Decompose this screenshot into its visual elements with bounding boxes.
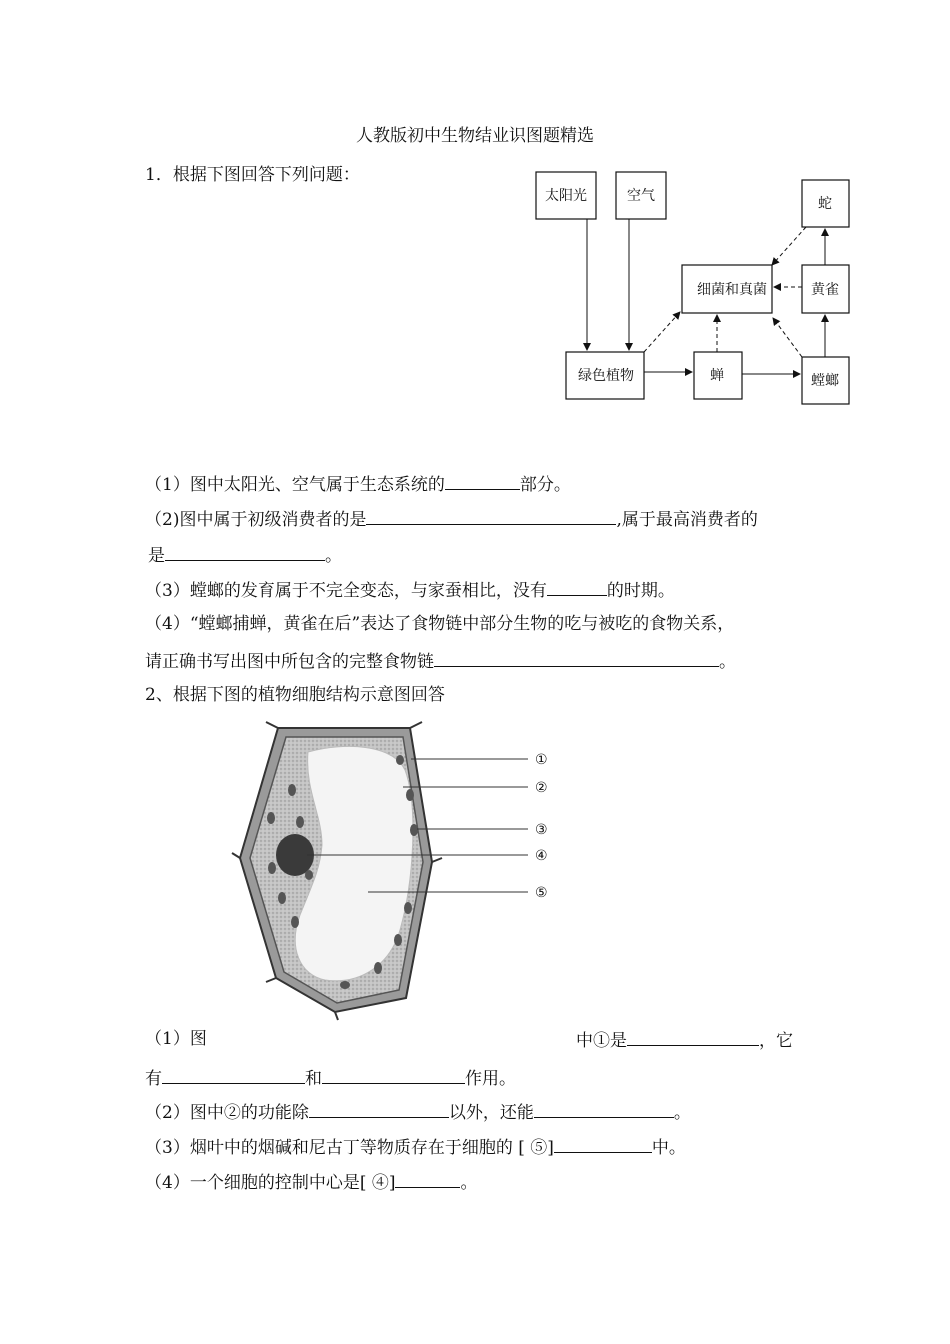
q2-sub1-start: （1）图	[145, 1029, 207, 1049]
chloroplast	[268, 862, 276, 874]
answer-blank[interactable]	[627, 1028, 759, 1046]
answer-blank[interactable]	[309, 1100, 449, 1118]
answer-blank[interactable]	[322, 1066, 465, 1084]
snake-label: 蛇	[818, 196, 832, 212]
cell-label-1: ①	[535, 752, 548, 768]
plants-label: 绿色植物	[578, 368, 634, 384]
q1-sub3: （3）螳螂的发育属于不完全变态，与家蚕相比，没有 的时期。	[145, 578, 675, 602]
question-2-heading: 2、根据下图的植物细胞结构示意图回答	[145, 685, 445, 705]
answer-blank[interactable]	[162, 1066, 305, 1084]
air-label: 空气	[627, 188, 655, 204]
chloroplast	[267, 812, 275, 824]
q1-sub1: （1）图中太阳光、空气属于生态系统的 部分。	[145, 472, 571, 496]
decomposers-label: 细菌和真菌	[697, 282, 767, 298]
q1-sub2-cont: 是 。	[148, 543, 342, 567]
q2-sub1-cont: 有 和 作用。	[145, 1066, 516, 1090]
mantis-label: 螳螂	[811, 373, 839, 389]
cicada-label: 蝉	[710, 368, 724, 384]
q2-sub4: （4）一个细胞的控制中心是[ ④] 。	[145, 1170, 477, 1194]
cell-label-2: ②	[535, 780, 548, 796]
chloroplast	[404, 902, 412, 914]
answer-blank[interactable]	[395, 1170, 460, 1188]
cell-label-5: ⑤	[535, 885, 548, 901]
answer-blank[interactable]	[534, 1100, 674, 1118]
cell-label-4: ④	[535, 848, 548, 864]
chloroplast	[396, 755, 404, 765]
q1-sub4: （4）“螳螂捕蝉，黄雀在后”表达了食物链中部分生物的吃与被吃的食物关系，	[145, 614, 735, 634]
chloroplast	[305, 870, 313, 880]
answer-blank[interactable]	[554, 1135, 652, 1153]
chloroplast	[374, 962, 382, 974]
chloroplast	[410, 824, 418, 836]
chloroplast	[296, 816, 304, 828]
chloroplast	[288, 784, 296, 796]
q1-sub2: （2)图中属于初级消费者的是 ,属于最高消费者的	[145, 507, 758, 531]
sunlight-label: 太阳光	[545, 188, 587, 204]
q2-sub3: （3）烟叶中的烟碱和尼古丁等物质存在于细胞的 [ ⑤] 中。	[145, 1135, 686, 1159]
oriole-label: 黄雀	[811, 282, 839, 298]
q1-sub4-cont: 请正确书写出图中所包含的完整食物链 。	[145, 649, 736, 673]
q2-sub1-mid: 中①是 ，它	[576, 1028, 793, 1052]
chloroplast	[340, 981, 350, 989]
question-1-heading: 1．根据下图回答下列问题：	[145, 165, 360, 185]
chloroplast	[394, 934, 402, 946]
chloroplast	[278, 892, 286, 904]
chloroplast	[291, 916, 299, 928]
chloroplast	[406, 789, 414, 801]
page-title: 人教版初中生物结业识图题精选	[356, 126, 594, 146]
q2-sub2: （2）图中②的功能除 以外，还能 。	[145, 1100, 691, 1124]
cell-label-3: ③	[535, 822, 548, 838]
